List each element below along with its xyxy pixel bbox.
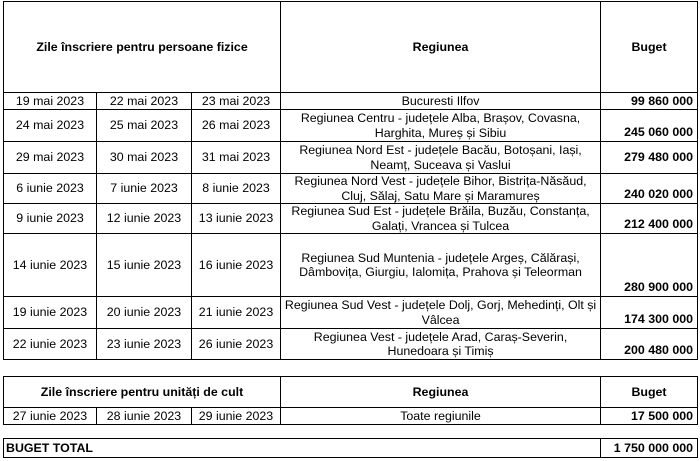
date-cell: 22 iunie 2023 (4, 329, 97, 360)
date-cell: 15 iunie 2023 (97, 234, 192, 297)
region-cell: Regiunea Nord Est - județele Bacău, Botoșani, Iași, Neamț, Suceava și Vaslui (281, 142, 601, 174)
days-header: Zile înscriere pentru unități de cult (4, 377, 281, 408)
date-cell: 9 iunie 2023 (4, 204, 97, 234)
budget-header: Buget (601, 377, 698, 408)
budget-cell: 174 300 000 (601, 297, 698, 329)
total-value: 1 750 000 000 (601, 439, 698, 458)
region-cell: Regiunea Vest - județele Arad, Caraș-Severin, Hunedoara și Timiș (281, 329, 601, 360)
date-cell: 6 iunie 2023 (4, 174, 97, 204)
date-cell: 7 iunie 2023 (97, 174, 192, 204)
date-cell: 29 mai 2023 (4, 142, 97, 174)
date-cell: 19 iunie 2023 (4, 297, 97, 329)
date-cell: 16 iunie 2023 (192, 234, 281, 297)
date-cell: 21 iunie 2023 (192, 297, 281, 329)
table-row (4, 234, 698, 297)
region-cell: Regiunea Sud Vest - județele Dolj, Gorj, Mehedinți, Olt și Vâlcea (281, 297, 601, 329)
days-header: Zile înscriere pentru persoane fizice (4, 2, 281, 93)
table-row (4, 174, 698, 204)
region-cell: Regiunea Sud Muntenia - județele Argeș, Călărași, Dâmbovița, Giurgiu, Ialomița, Prahova și Teleorman (281, 234, 601, 297)
table-header-row (4, 2, 698, 93)
table-header-row (4, 377, 698, 408)
budget-cell: 212 400 000 (601, 204, 698, 234)
table-row (4, 329, 698, 360)
table-row (4, 204, 698, 234)
date-cell: 24 mai 2023 (4, 110, 97, 142)
budget-cell: 279 480 000 (601, 142, 698, 174)
date-cell: 20 iunie 2023 (97, 297, 192, 329)
budget-cell: 245 060 000 (601, 110, 698, 142)
region-cell: Regiunea Nord Vest - județele Bihor, Bistrița-Năsăud, Cluj, Sălaj, Satu Mare și Maramureș (281, 174, 601, 204)
region-header: Regiunea (281, 377, 601, 408)
date-cell: 23 iunie 2023 (97, 329, 192, 360)
date-cell: 27 iunie 2023 (4, 408, 97, 425)
date-cell: 14 iunie 2023 (4, 234, 97, 297)
persons-budget-table (3, 1, 698, 360)
budget-cell: 240 020 000 (601, 174, 698, 204)
region-header: Regiunea (281, 2, 601, 93)
table-row (4, 142, 698, 174)
date-cell: 19 mai 2023 (4, 93, 97, 110)
budget-cell: 200 480 000 (601, 329, 698, 360)
date-cell: 25 mai 2023 (97, 110, 192, 142)
table-row (4, 93, 698, 110)
budget-cell: 17 500 000 (601, 408, 698, 425)
date-cell: 26 iunie 2023 (192, 329, 281, 360)
date-cell: 23 mai 2023 (192, 93, 281, 110)
date-cell: 13 iunie 2023 (192, 204, 281, 234)
budget-cell: 280 900 000 (601, 234, 698, 297)
cult-units-budget-table (3, 376, 698, 425)
date-cell: 31 mai 2023 (192, 142, 281, 174)
table-row (4, 297, 698, 329)
date-cell: 30 mai 2023 (97, 142, 192, 174)
total-row (4, 439, 698, 458)
table-row (4, 110, 698, 142)
date-cell: 26 mai 2023 (192, 110, 281, 142)
table-row (4, 408, 698, 425)
total-budget-table (3, 438, 698, 458)
total-label: BUGET TOTAL (4, 439, 601, 458)
date-cell: 12 iunie 2023 (97, 204, 192, 234)
region-cell: Regiunea Sud Est - județele Brăila, Buzău, Constanța, Galați, Vrancea și Tulcea (281, 204, 601, 234)
region-cell: Toate regiunile (281, 408, 601, 425)
date-cell: 29 iunie 2023 (192, 408, 281, 425)
region-cell: Bucuresti Ilfov (281, 93, 601, 110)
date-cell: 22 mai 2023 (97, 93, 192, 110)
date-cell: 28 iunie 2023 (97, 408, 192, 425)
budget-cell: 99 860 000 (601, 93, 698, 110)
budget-header: Buget (601, 2, 698, 93)
date-cell: 8 iunie 2023 (192, 174, 281, 204)
region-cell: Regiunea Centru - județele Alba, Brașov, Covasna, Harghita, Mureș și Sibiu (281, 110, 601, 142)
